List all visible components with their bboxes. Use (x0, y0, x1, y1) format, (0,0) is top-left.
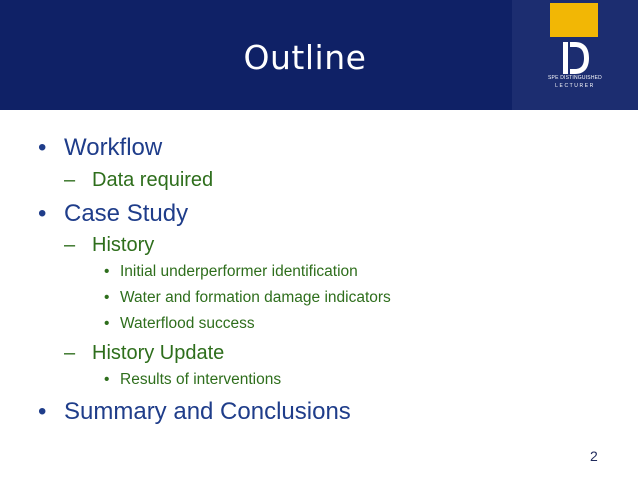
list-item (38, 200, 188, 228)
list-item (104, 263, 358, 281)
bullet-marker: • (38, 200, 47, 227)
logo-text-line1: SPE DISTINGUISHED (548, 75, 602, 81)
list-item (104, 371, 281, 389)
list-item (64, 342, 224, 365)
list-item-text: History Update (92, 342, 225, 364)
list-item-text: Summary and Conclusions (64, 398, 351, 425)
bullet-marker: • (38, 398, 47, 425)
list-item (38, 398, 351, 426)
list-item-text: Initial underperformer identification (120, 263, 358, 280)
page-number: 2 (590, 448, 598, 464)
bullet-marker: • (104, 315, 110, 332)
list-item-text: Results of interventions (120, 371, 282, 388)
list-item-text: Data required (92, 169, 214, 191)
slide-title: Outline (243, 38, 367, 77)
bullet-marker: • (38, 134, 47, 161)
bullet-marker: • (104, 289, 110, 306)
dash-marker: – (64, 234, 76, 256)
logo-text-line2: LECTURER (555, 83, 595, 89)
list-item-text: Waterflood success (120, 315, 255, 332)
list-item (64, 234, 154, 257)
list-item (104, 315, 255, 333)
dash-marker: – (64, 342, 76, 364)
list-item (64, 169, 213, 192)
list-item-text: Workflow (64, 134, 163, 161)
bullet-marker: • (104, 371, 110, 388)
list-item (104, 289, 391, 307)
bullet-marker: • (104, 263, 110, 280)
list-item (38, 134, 162, 162)
list-item-text: History (92, 234, 155, 256)
dash-marker: – (64, 169, 76, 191)
list-item-text: Water and formation damage indicators (120, 289, 391, 306)
list-item-text: Case Study (64, 200, 189, 227)
